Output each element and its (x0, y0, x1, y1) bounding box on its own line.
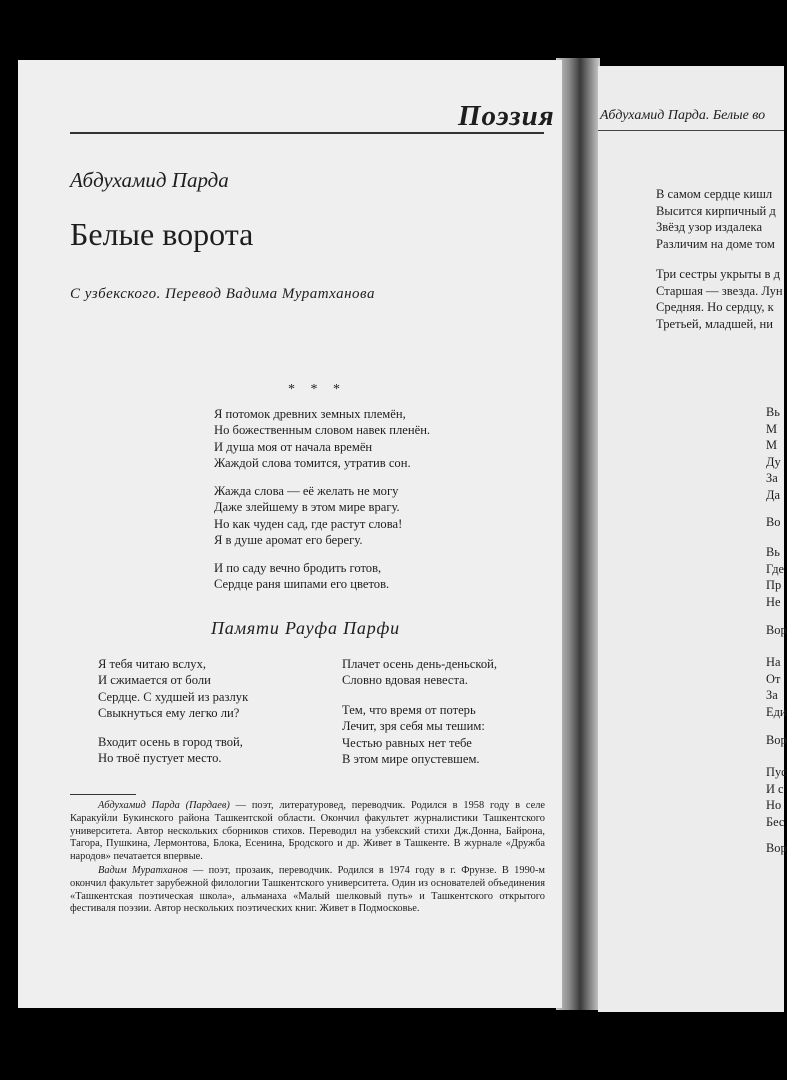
stanza: Тем, что время от потерь Лечит, зря себя мы тешим: Честью равных нет тебе В этом мире опустевшем. (342, 703, 485, 766)
cropped-stanza: Пус И с Но Бес (766, 765, 787, 829)
cropped-stanza: Во (766, 515, 781, 529)
stanza: В самом сердце кишл Высится кирпичный д Звёзд узор издалека Различим на доме том (656, 187, 776, 251)
footnote-rule (70, 794, 136, 795)
footnote (70, 800, 545, 864)
stanza: И по саду вечно бродить готов, Сердце раня шипами его цветов. (214, 561, 390, 592)
poem-author: Абдухамид Парда (70, 168, 229, 192)
poem-title: Белые ворота (70, 216, 254, 252)
footnote-name: Абдухамид Парда (Пардаев) (98, 800, 230, 811)
translation-credit: С узбекского. Перевод Вадима Муратханова (70, 286, 375, 302)
cropped-stanza: Вь Где Пр Не (766, 545, 785, 609)
header-rule (598, 130, 784, 131)
footnote (70, 865, 545, 916)
stanza: Плачет осень день-деньской, Словно вдовая невеста. (342, 657, 498, 688)
left-page (18, 60, 562, 1008)
book-gutter (556, 58, 600, 1010)
running-header: Абдухамид Парда. Белые во (600, 108, 766, 123)
stanza: Входит осень в город твой, Но твоё пустует место. (98, 735, 243, 766)
cropped-stanza: Вор (766, 733, 787, 747)
stars-divider: * * * (288, 382, 346, 397)
stanza: Я тебя читаю вслух, И сжимается от боли Сердце. С худшей из разлук Свыкнуться ему легко ли? (98, 657, 249, 720)
header-rule (70, 132, 544, 134)
cropped-stanza: Вь М М Ду За Да (766, 405, 781, 502)
stanza: Я потомок древних земных племён, Но божественным словом навек пленён. И душа моя от начала времён Жаждой слова томится, утратив сон. (214, 407, 431, 470)
stanza: Жажда слова — её желать не могу Даже злейшему в этом мире врагу. Но как чуден сад, где растут слова! Я в душе аромат его берегу. (214, 484, 403, 547)
footnote-text: — поэт, литературовед, переводчик. Родился в 1958 году в селе Каракуйли Букинского района Ташкентской области. Окончил факультет журналистики Ташкентского университета. Автор нескольких сборников стихов. Переводил на узбекский стихи Дж.Донна, Байрона, Тагора, Пушкина, Лермонтова, Блока, Есенина, Бродского и др. Живет в Ташкенте. В журнале «Дружба народов» печатается впервые. (70, 800, 546, 863)
footnote-text: — поэт, прозаик, переводчик. Родился в 1974 году в г. Фрунзе. В 1990-м окончил факультет зарубежной филологии Ташкентского университета. Один из основателей объединения «Ташкентская поэтическая школа», альманаха «Малый шелковый путь» и Ташкентского открытого фестиваля поэзии. Автор нескольких поэтических книг. Живет в Подмосковье. (70, 865, 545, 915)
stanza: Три сестры укрыты в д Старшая — звезда. Лун Средняя. Но сердцу, к Третьей, младшей, ни (656, 267, 783, 331)
memorial-title: Памяти Рауфа Парфи (211, 618, 400, 638)
right-page (598, 66, 787, 1012)
cropped-stanza: Вор (766, 623, 787, 637)
cropped-stanza: На От За Еди (766, 655, 787, 719)
footnote-name: Вадим Муратханов (98, 865, 188, 876)
cropped-stanza: Вор (766, 841, 787, 855)
section-heading: Поэзия (458, 100, 555, 132)
